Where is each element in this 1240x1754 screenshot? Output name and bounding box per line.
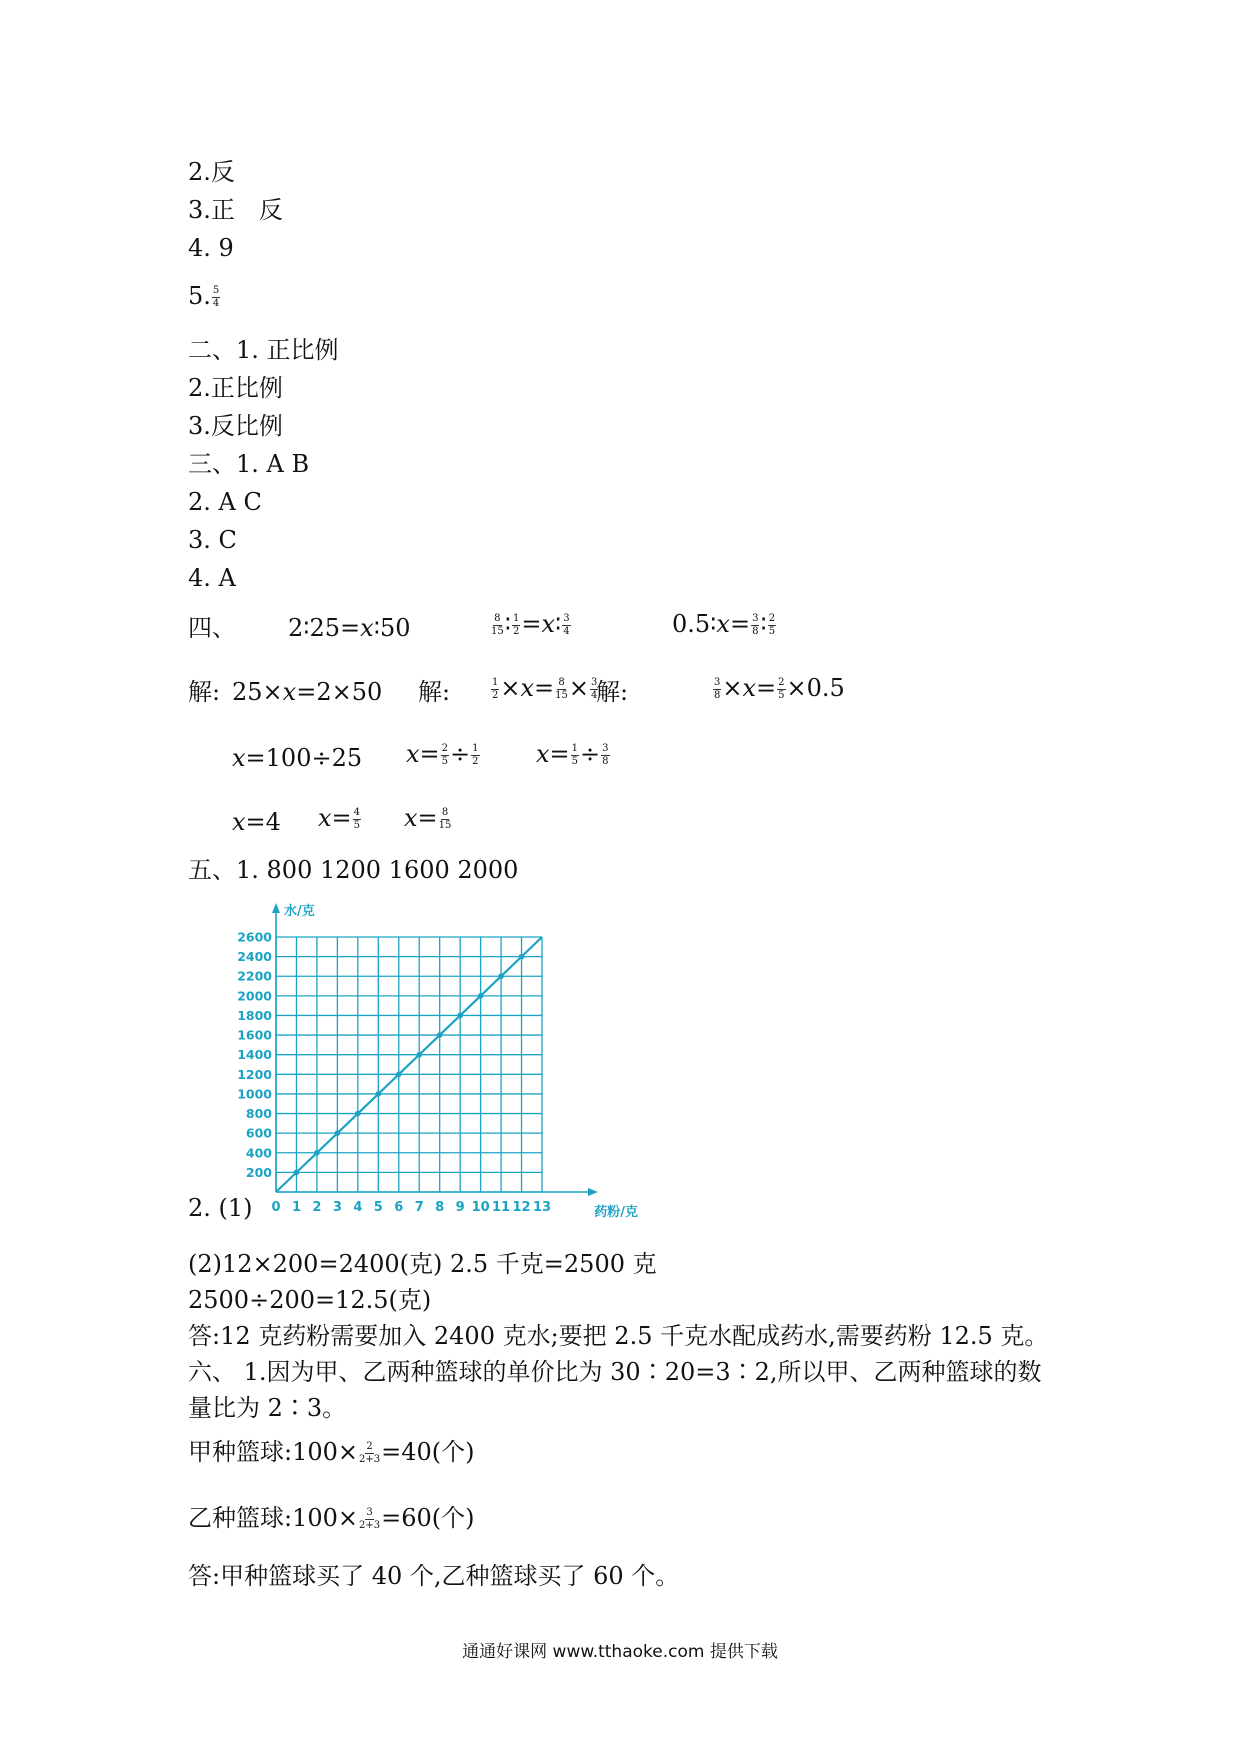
x-tick-label: 4 — [353, 1200, 363, 1215]
answer-5-2-2: (2)12×200=2400(克) 2.5 千克=2500 克 — [188, 1250, 657, 1278]
equation-2: $\frac{8}{15}$ ∶ $\frac{1}{2}$ =x∶ $\frac{3}{4}$ — [491, 610, 570, 638]
answer-3-1: 三、1. A B — [188, 450, 310, 478]
y-tick-label: 2200 — [237, 968, 272, 984]
solution-2-step-1: $\frac{1}{2}$ ×x= $\frac{8}{15}$ × $\frac{3}{4}$ — [492, 674, 598, 702]
x-tick-label: 5 — [373, 1200, 383, 1215]
solution-3-step-2: x= $\frac{1}{5}$ ÷ $\frac{3}{8}$ — [536, 740, 609, 768]
y-tick-label: 200 — [245, 1164, 272, 1180]
solution-2-step-2: x= $\frac{2}{5}$ ÷ $\frac{1}{2}$ — [406, 740, 479, 768]
data-point — [498, 973, 504, 979]
answer-3-2: 2. A C — [188, 488, 262, 516]
answer-5-2-conclusion: 答:12 克药粉需要加入 2400 克水;要把 2.5 千克水配成药水,需要药粉 12.5 克。 — [188, 1322, 1049, 1350]
x-axis-label: 药粉/克 — [594, 1205, 638, 1220]
y-tick-label: 1600 — [237, 1027, 272, 1043]
y-tick-label: 400 — [245, 1145, 272, 1161]
data-point — [376, 1091, 382, 1097]
data-point — [355, 1111, 361, 1117]
answer-6-conclusion: 答:甲种篮球买了 40 个,乙种篮球买了 60 个。 — [188, 1562, 680, 1590]
answer-2-3: 3.反比例 — [188, 412, 283, 440]
solution-1-step-2: x=100÷25 — [232, 744, 363, 772]
answer-6-1-line1: 六、 1.因为甲、乙两种篮球的单价比为 30∶20=3∶2,所以甲、乙两种篮球的数 — [188, 1358, 1042, 1386]
solution-3-result: x= $\frac{8}{15}$ — [404, 804, 452, 832]
answer-6-1-line2: 量比为 2∶3。 — [188, 1394, 347, 1422]
y-tick-label: 2000 — [237, 988, 272, 1004]
data-point — [519, 954, 525, 960]
y-tick-label: 1400 — [237, 1047, 272, 1063]
answer-3-4: 4. A — [188, 564, 236, 592]
y-tick-label: 2600 — [237, 929, 272, 945]
answer-1-4: 4. 9 — [188, 234, 234, 262]
solution-label-1: 解: — [188, 678, 221, 706]
answer-3-3: 3. C — [188, 526, 237, 554]
x-tick-label: 7 — [414, 1200, 424, 1215]
solution-1-step-1: 25×x=2×50 — [232, 678, 383, 706]
answer-5-1: 五、1. 800 1200 1600 2000 — [188, 856, 519, 884]
answer-1-5 — [188, 284, 221, 309]
answer-2-1: 二、1. 正比例 — [188, 336, 339, 364]
chart-axes — [272, 903, 598, 1196]
data-point — [396, 1072, 402, 1078]
x-axis-arrow — [588, 1188, 598, 1196]
solution-2-result: x= $\frac{4}{5}$ — [318, 804, 361, 832]
y-tick-label: 1800 — [237, 1007, 272, 1023]
x-tick-label: 9 — [455, 1200, 465, 1215]
x-tick-label: 10 — [471, 1200, 490, 1215]
answer-1-5-prefix: 5. — [188, 282, 211, 310]
answer-6-jia: 甲种篮球:100× $\frac{2}{2+3}$ =40(个) — [188, 1438, 475, 1466]
line-chart — [226, 895, 638, 1227]
answer-1-3: 3.正 反 — [188, 196, 283, 224]
answer-1-2: 2.反 — [188, 158, 235, 186]
y-tick-label: 600 — [245, 1125, 272, 1141]
data-point — [478, 993, 484, 999]
y-tick-label: 1000 — [237, 1086, 272, 1102]
y-tick-label: 1200 — [237, 1066, 272, 1082]
equation-3: 0.5∶x= $\frac{3}{8}$ ∶ $\frac{2}{5}$ — [672, 610, 776, 638]
data-point — [437, 1032, 443, 1038]
x-tick-label: 3 — [332, 1200, 342, 1215]
x-tick-label: 0 — [271, 1200, 281, 1215]
fraction: $\frac{5}{4}$ — [212, 285, 220, 309]
answer-5-2-1: 2. (1) — [188, 1194, 253, 1222]
answer-6-yi: 乙种篮球:100× $\frac{3}{2+3}$ =60(个) — [188, 1504, 475, 1532]
x-tick-label: 2 — [312, 1200, 322, 1215]
answer-2-2: 2.正比例 — [188, 374, 283, 402]
equation-1: 2∶25=x∶50 — [288, 614, 411, 642]
solution-label-2: 解: — [418, 678, 451, 706]
x-tick-label: 13 — [532, 1200, 552, 1215]
y-tick-label: 2400 — [237, 949, 272, 965]
y-axis-label: 水/克 — [284, 904, 315, 919]
answer-5-2-calc: 2500÷200=12.5(克) — [188, 1286, 432, 1314]
chart-series — [276, 937, 542, 1192]
x-tick-label: 8 — [435, 1200, 445, 1215]
x-tick-label: 11 — [492, 1200, 511, 1215]
solution-1-result: x=4 — [232, 808, 281, 836]
data-point — [294, 1170, 300, 1176]
data-point — [457, 1013, 463, 1019]
y-tick-label: 800 — [245, 1106, 272, 1122]
x-tick-label: 12 — [512, 1200, 531, 1215]
solution-3-step-1: $\frac{3}{8}$ ×x= $\frac{2}{5}$ ×0.5 — [714, 674, 845, 702]
x-tick-label: 6 — [394, 1200, 404, 1215]
footer-text: 通通好课网 www.tthaoke.com 提供下载 — [462, 1642, 778, 1662]
data-point — [314, 1150, 320, 1156]
data-point — [416, 1052, 422, 1058]
y-axis-arrow — [272, 903, 280, 913]
x-tick-label: 1 — [291, 1200, 301, 1215]
solution-label-3: 解: — [596, 678, 629, 706]
data-point — [335, 1130, 341, 1136]
section-4-label: 四、 — [188, 614, 236, 642]
